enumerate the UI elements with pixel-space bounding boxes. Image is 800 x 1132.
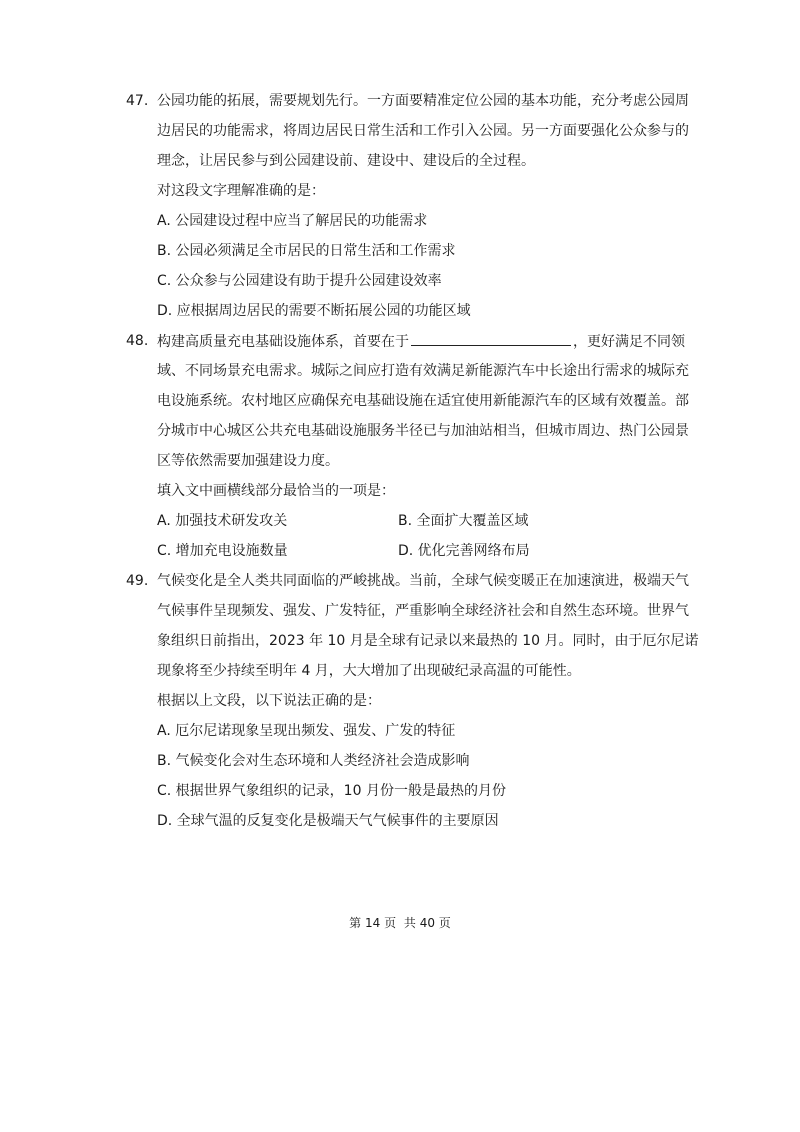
- question-prompt: 填入文中画横线部分最恰当的一项是：: [157, 483, 395, 499]
- stem-text-before-blank: 构建高质量充电基础设施体系，首要在于: [157, 334, 409, 350]
- option-d[interactable]: D. 优化完善网络布局: [398, 543, 530, 559]
- question-prompt: 对这段文字理解准确的是：: [157, 183, 325, 199]
- stem-text-after-blank: ，更好满足不同领: [573, 334, 685, 350]
- question-prompt: 根据以上文段，以下说法正确的是：: [157, 693, 381, 709]
- page-number: 第 14 页: [349, 916, 397, 930]
- stem-line: 理念，让居民参与到公园建设前、建设中、建设后的全过程。: [157, 153, 535, 169]
- stem-line: 气候事件呈现频发、强发、广发特征，严重影响全球经济社会和自然生态环境。世界气: [157, 603, 689, 619]
- option-c[interactable]: C. 公众参与公园建设有助于提升公园建设效率: [157, 273, 442, 289]
- fill-in-blank: [411, 331, 571, 346]
- stem-line: 边居民的功能需求，将周边居民日常生活和工作引入公园。另一方面要强化公众参与的: [157, 123, 689, 139]
- option-c[interactable]: C. 根据世界气象组织的记录，10 月份一般是最热的月份: [157, 783, 506, 799]
- option-a[interactable]: A. 厄尔尼诺现象呈现出频发、强发、广发的特征: [157, 723, 456, 739]
- question-number: 47.: [126, 93, 149, 109]
- stem-line: 域、不同场景充电需求。城际之间应打造有效满足新能源汽车中长途出行需求的城际充: [157, 363, 689, 379]
- stem-line: 气候变化是全人类共同面临的严峻挑战。当前，全球气候变暖正在加速演进，极端天气: [157, 573, 689, 589]
- stem-line: 象组织日前指出，2023 年 10 月是全球有记录以来最热的 10 月。同时，由于厄尔尼诺: [157, 633, 699, 649]
- option-a[interactable]: A. 加强技术研发攻关: [157, 513, 288, 529]
- page-footer: [0, 915, 800, 931]
- stem-line: 电设施系统。农村地区应确保充电基础设施在适宜使用新能源汽车的区域有效覆盖。部: [157, 393, 689, 409]
- stem-line-with-blank: [157, 331, 685, 352]
- option-d[interactable]: D. 全球气温的反复变化是极端天气气候事件的主要原因: [157, 813, 499, 829]
- option-a[interactable]: A. 公园建设过程中应当了解居民的功能需求: [157, 213, 428, 229]
- stem-line: 区等依然需要加强建设力度。: [157, 453, 339, 469]
- option-d[interactable]: D. 应根据周边居民的需要不断拓展公园的功能区域: [157, 303, 471, 319]
- option-b[interactable]: B. 气候变化会对生态环境和人类经济社会造成影响: [157, 753, 470, 769]
- stem-line: 分城市中心城区公共充电基础设施服务半径已与加油站相当，但城市周边、热门公园景: [157, 423, 689, 439]
- option-b[interactable]: B. 公园必须满足全市居民的日常生活和工作需求: [157, 243, 456, 259]
- option-c[interactable]: C. 增加充电设施数量: [157, 543, 288, 559]
- stem-line: 公园功能的拓展，需要规划先行。一方面要精准定位公园的基本功能，充分考虑公园周: [157, 93, 689, 109]
- question-number: 48.: [126, 333, 149, 349]
- total-pages: 共 40 页: [403, 916, 451, 930]
- stem-line: 现象将至少持续至明年 4 月，大大增加了出现破纪录高温的可能性。: [157, 663, 581, 679]
- question-number: 49.: [126, 573, 149, 589]
- option-b[interactable]: B. 全面扩大覆盖区域: [398, 513, 529, 529]
